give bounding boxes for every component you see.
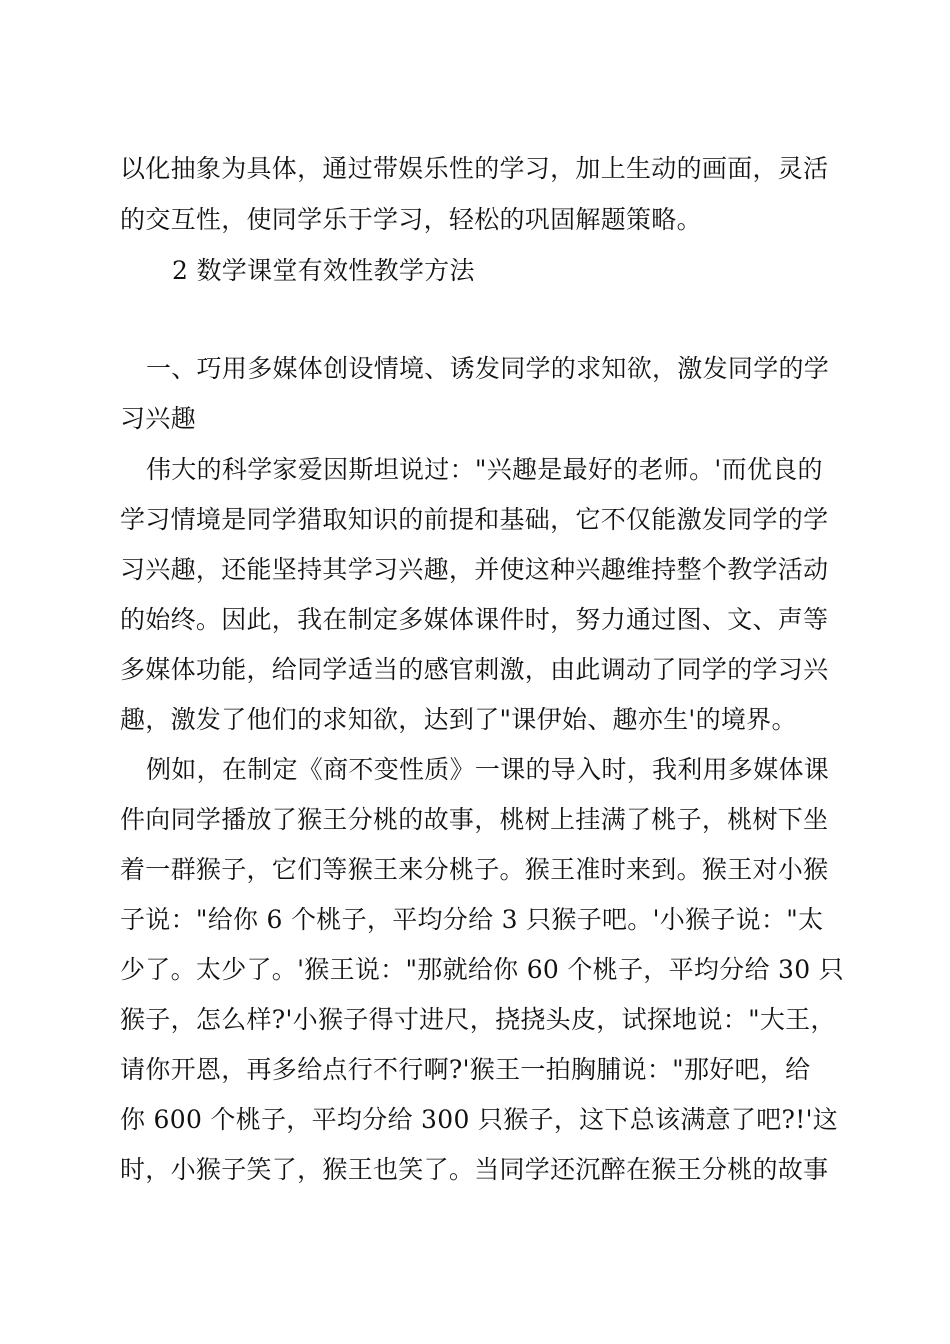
paragraph-line: 请你开恩，再多给点行不行啊?'猴王一拍胸脯说："那好吧，给: [120, 1055, 811, 1084]
subsection-heading: 一、巧用多媒体创设情境、诱发同学的求知欲，激发同学的学: [146, 354, 830, 383]
paragraph-line: 习兴趣，还能坚持其学习兴趣，并使这种兴趣维持整个教学活动: [120, 555, 829, 584]
paragraph-line: 猴子，怎么样?'小猴子得寸进尺，挠挠头皮，试探地说："大王，: [120, 1005, 836, 1034]
paragraph-line: 学习情境是同学猎取知识的前提和基础，它不仅能激发同学的学: [120, 505, 829, 534]
paragraph-line: 的始终。因此，我在制定多媒体课件时，努力通过图、文、声等: [120, 605, 829, 634]
section-heading: 2 数学课堂有效性教学方法: [172, 256, 475, 285]
subsection-heading-continued: 习兴趣: [120, 404, 196, 433]
paragraph-line: 着一群猴子，它们等猴王来分桃子。猴王准时来到。猴王对小猴: [120, 855, 829, 884]
paragraph-line: 以化抽象为具体，通过带娱乐性的学习，加上生动的画面，灵活: [120, 154, 829, 183]
paragraph-line: 例如，在制定《商不变性质》一课的导入时，我利用多媒体课: [146, 755, 830, 784]
paragraph-line: 伟大的科学家爱因斯坦说过："兴趣是最好的老师。'而优良的: [146, 455, 823, 484]
paragraph-line: 时，小猴子笑了，猴王也笑了。当同学还沉醉在猴王分桃的故事: [120, 1155, 829, 1184]
paragraph-line: 多媒体功能，给同学适当的感官刺激，由此调动了同学的学习兴: [120, 655, 829, 684]
paragraph-line: 的交互性，使同学乐于学习，轻松的巩固解题策略。: [120, 205, 702, 234]
paragraph-line: 子说："给你 6 个桃子，平均分给 3 只猴子吧。'小猴子说："太: [120, 905, 824, 934]
paragraph-line: 少了。太少了。'猴王说："那就给你 60 个桃子，平均分给 30 只: [120, 955, 844, 984]
paragraph-line: 你 600 个桃子，平均分给 300 只猴子，这下总该满意了吧?!'这: [120, 1105, 839, 1134]
paragraph-line: 件向同学播放了猴王分桃的故事，桃树上挂满了桃子，桃树下坐: [120, 805, 829, 834]
paragraph-line: 趣，激发了他们的求知欲，达到了"课伊始、趣亦生'的境界。: [120, 705, 797, 734]
